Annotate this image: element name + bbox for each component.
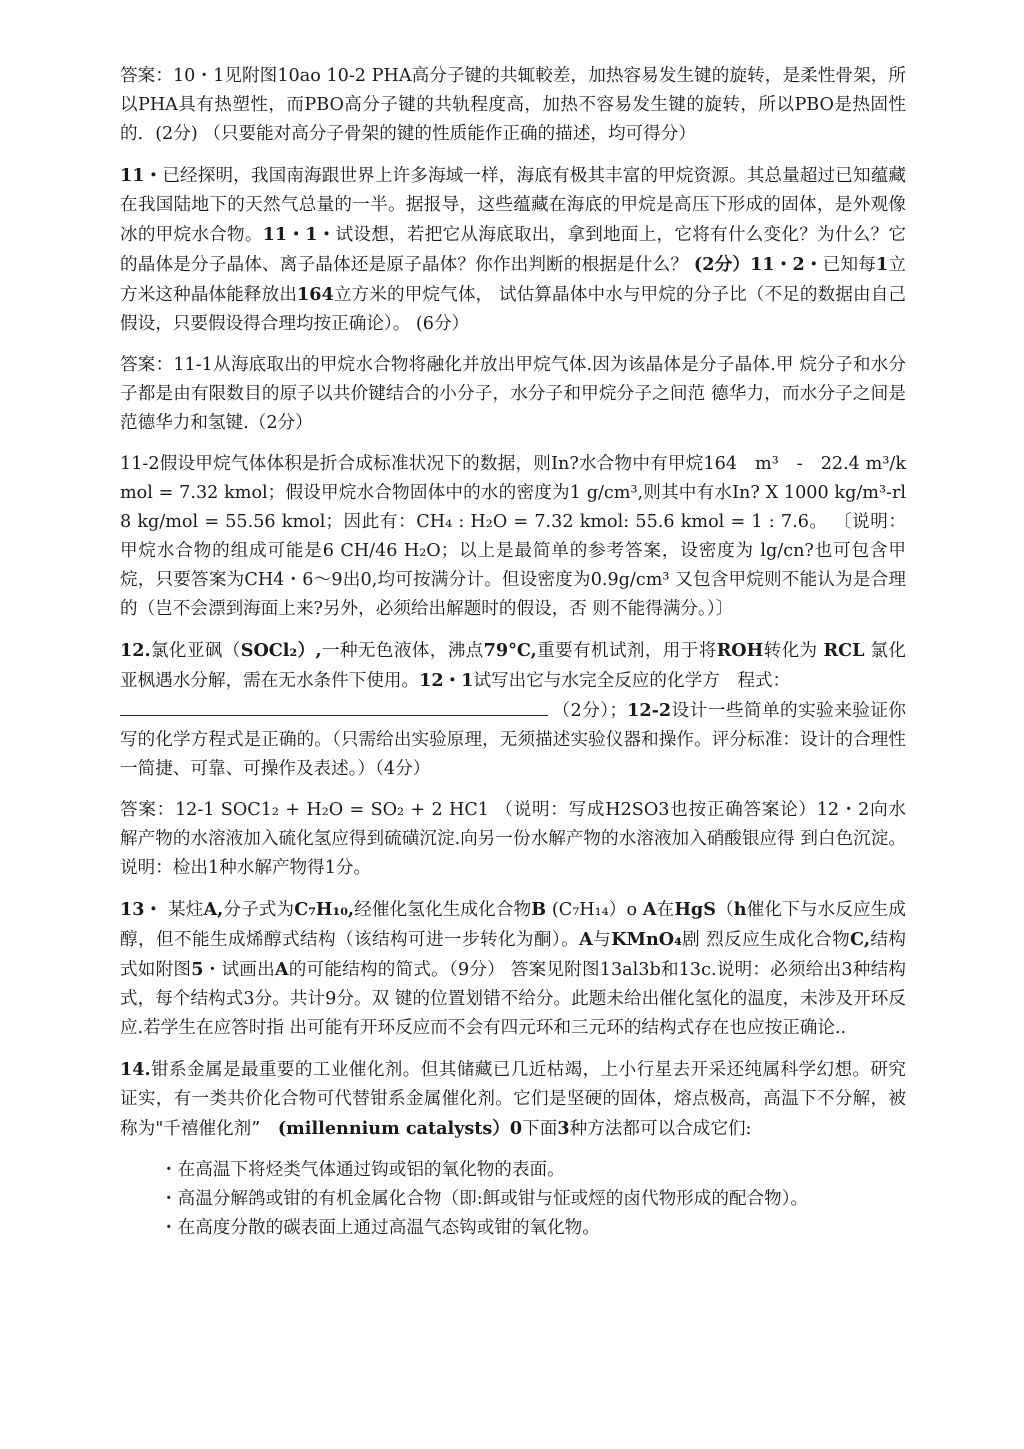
list-item: ・ 在高度分散的碳表面上通过高温气态钩或钳的氧化物。 (160, 1214, 906, 1243)
list-item: ・ 高温分解鸽或钳的有机金属化合物（即:餌或钳与怔或烴的卤代物形成的配合物）。 (160, 1185, 906, 1214)
question-12: 12.氯化亚砜（SOCl₂）,一种无色液体，沸点79°C,重要有机试剂，用于将ROH转化为 RCL 氯化亚枫遇水分解，需在无水条件下使用。12・1试写出它与水完全反应的化学方 程式： （2分）；12-2设计一些简单的实验来验证你写的化学方程式是正确的。（只需给出实验原理，无须描述实验仪器和操作。评分标准：设计的合理性一简捷、可靠、可操作及表述。）（4分） (120, 640, 906, 779)
question-13: 13・ 某炷A,分子式为C₇H₁₀,经催化氢化生成化合物B (C₇H₁₄）o A在HgS（h催化下与水反应生成醇，但不能生成烯醇式结构（该结构可进一步转化为酮）。A与KMnO₄剧 烈反应生成化合物C,结构式如附图5・试画出A的可能结构的简式。（9分） 答案见附图13al3b和13c.说明：必须给出3种结构式，每个结构式3分。共计9分。双 键的位置划错不给分。此题未给出催化氢化的温度，未涉及开环反应.若学生在应答时指 出可能有开环反应而不会有四元环和三元环的结构式存在也应按正确论.. (120, 899, 906, 1038)
list-item: ・ 在高温下将烃类气体通过钩或铝的氧化物的表面。 (160, 1156, 906, 1185)
answer-blank-line (120, 714, 548, 716)
synthesis-method-list (120, 1156, 906, 1243)
answer-11-2: 11-2假设甲烷气体体积是折合成标准状况下的数据，则In?水合物中有甲烷164 m³ - 22.4 m³/kmol = 7.32 kmol；假设甲烷水合物固体中的水的密度为1 g/cm³,则其中有水In? X 1000 kg/m³-rl8 kg/mol = 55.56 kmol；因此有：CH₄ : H₂O = 7.32 kmol: 55.6 kmol = 1 : 7.6。 〔说明：甲烷水合物的组成可能是6 CH/46 H₂O；以上是最简单的参考答案，设密度为 lg/cn?也可包含甲烷，只要答案为CH4・6～9出0,均可按满分计。但设密度为0.9g/cm³ 又包含甲烷则不能认为是合理的（岂不会漂到海面上来?另外，必须给出解题时的假设，否 则不能得满分。）〕 (120, 454, 906, 619)
question-12-number: 12. (120, 640, 151, 661)
answer-10: 答案：10・1见附图10ao 10-2 PHA高分子键的共辄較差，加热容易发生键的旋转，是柔性骨架，所以PHA具有热塑性，而PBO高分子键的共轨程度高，加热不容易发生键的旋转，所以PBO是热固性的．(2分) （只要能对高分子骨架的键的性质能作正确的描述，均可得分） (120, 66, 906, 144)
answer-11-1: 答案：11-1从海底取出的甲烷水合物将融化并放出甲烷气体.因为该晶体是分子晶体.甲 烷分子和水分子都是由有限数目的原子以共价键结合的小分子，水分子和甲烷分子之间范 德华力，而水分子之间是范德华力和氢键.（2分） (120, 355, 906, 433)
answer-12: 答案：12-1 SOC1₂ + H₂O = SO₂ + 2 HC1 （说明：写成H2SO3也按正确答案论）12・2向水 解产物的水溶液加入硫化氢应得到硫磺沉淀.向另一份水解产物的水溶液加入硝酸银应得 到白色沉淀。说明：检出1种水解产物得1分。 (120, 800, 906, 878)
question-11-number: 11・ (120, 165, 163, 186)
question-11: 11・已经探明，我国南海跟世界上许多海域一样，海底有极其丰富的甲烷资源。其总量超过已知蕴藏在我国陆地下的天然气总量的一半。据报导，这些蕴藏在海底的甲烷是高压下形成的固体，是外观像冰的甲烷水合物。11・1・试设想，若把它从海底取出，拿到地面上，它将有什么变化？为什么？它的晶体是分子晶体、离子晶体还是原子晶体？你作出判断的根据是什么？ (2分）11・2・已知每1立方米这种晶体能释放出164立方米的甲烷气体， 试估算晶体中水与甲烷的分子比（不足的数据由自己假设，只要假设得合理均按正确论）。 (6分） (120, 165, 906, 334)
question-14-number: 14. (120, 1059, 151, 1080)
question-14: 14.钳系金属是最重要的工业催化剂。但其储藏已几近枯竭，上小行星去开采还纯属科学幻想。研究证实，有一类共价化合物可代替钳系金属催化剂。它们是坚硬的固体，熔点极高，高温下不分解，被称为"千禧催化剂” (millennium catalysts）0下面3种方法都可以合成它们: (120, 1059, 906, 1139)
question-13-number: 13・ (120, 899, 163, 920)
